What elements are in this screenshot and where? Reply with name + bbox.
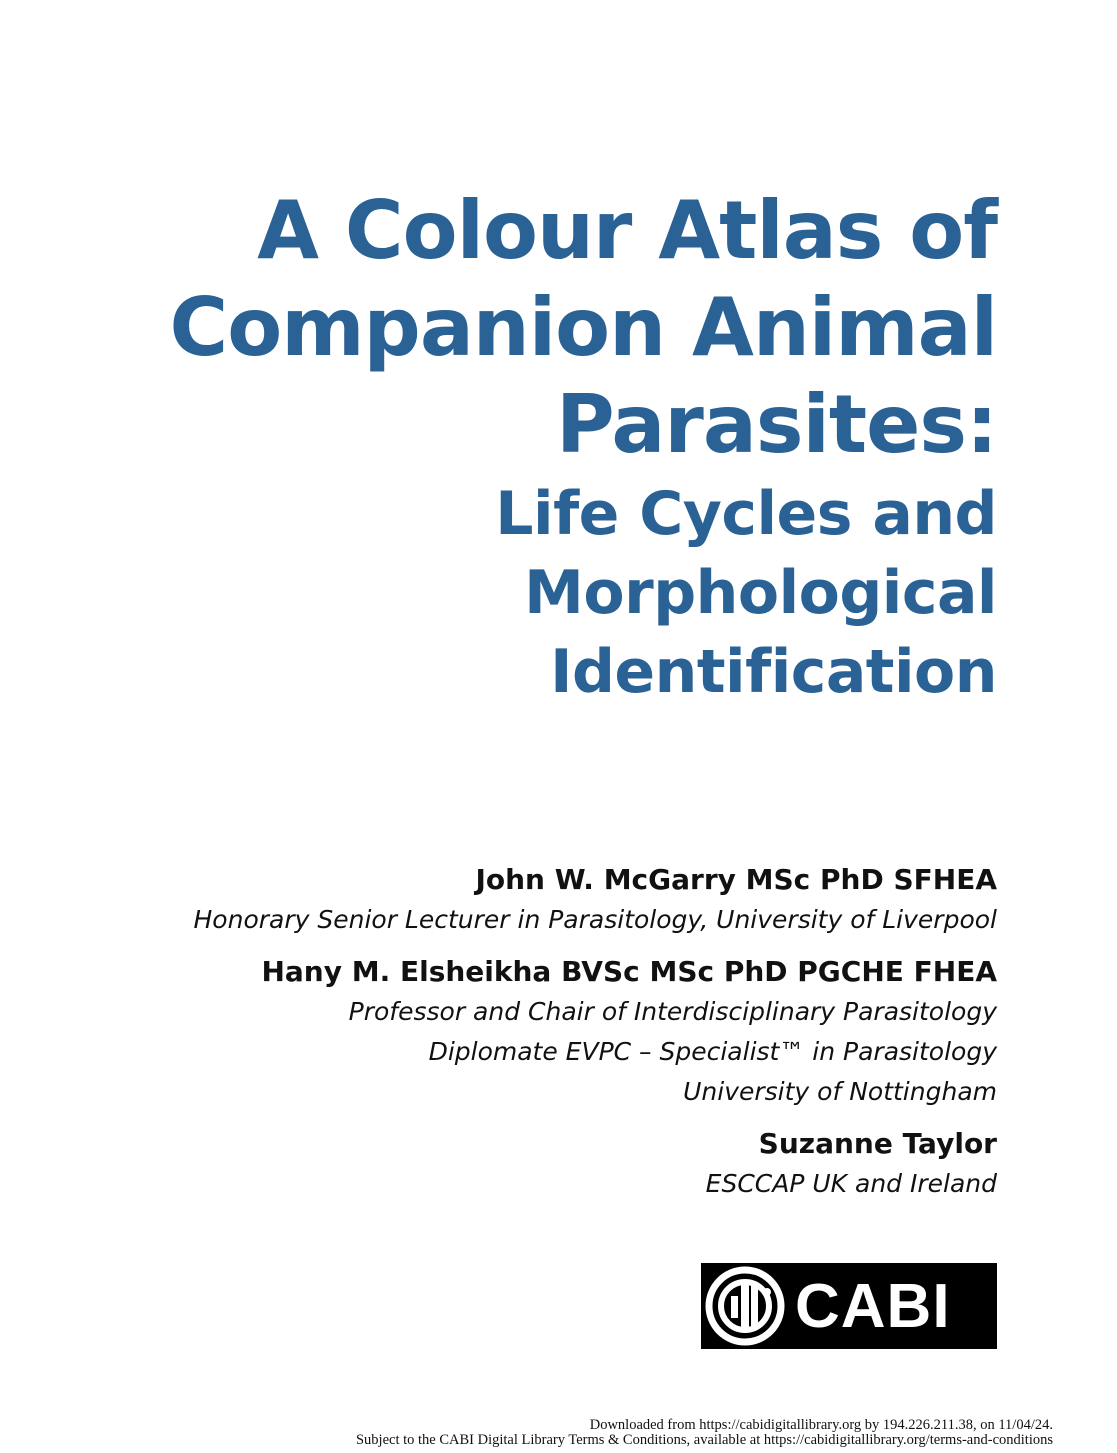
title-block: [97, 182, 997, 712]
book-title-line: A Colour Atlas of: [257, 184, 997, 277]
book-subtitle-line: Identification: [550, 637, 997, 707]
book-subtitle: [97, 475, 997, 712]
affiliation-line: University of Nottingham: [683, 1077, 997, 1106]
terms-notice-line: Subject to the CABI Digital Library Terms & Conditions, available at https://cabidigitallibrary.org/terms-and-conditions: [355, 1432, 1053, 1448]
affiliation-line: Diplomate EVPC – Specialist™ in Parasitology: [428, 1037, 997, 1066]
affiliation-line: Honorary Senior Lecturer in Parasitology, University of Liverpool: [193, 905, 997, 934]
cabi-logo-icon: [705, 1266, 785, 1346]
book-title-line: Parasites:: [555, 378, 997, 471]
book-subtitle-line: Morphological: [524, 558, 997, 628]
download-notice: [356, 1418, 1053, 1448]
download-notice-line: Downloaded from https://cabidigitallibrary.org by 194.226.211.38, on 11/04/24.: [589, 1417, 1053, 1433]
author-entry: [0, 952, 997, 1112]
author-affiliation: [0, 900, 997, 940]
author-name: John W. McGarry MSc PhD SFHEA: [475, 863, 997, 896]
author-entry: [0, 1124, 997, 1204]
author-list: [0, 860, 997, 1216]
author-name: Hany M. Elsheikha BVSc MSc PhD PGCHE FHEA: [261, 955, 997, 988]
book-subtitle-line: Life Cycles and: [495, 479, 997, 549]
book-title-line: Companion Animal: [169, 281, 997, 374]
author-name: Suzanne Taylor: [758, 1127, 997, 1160]
book-title: [97, 182, 997, 473]
author-affiliation: [0, 992, 997, 1112]
affiliation-line: Professor and Chair of Interdisciplinary Parasitology: [348, 997, 997, 1026]
author-affiliation: [0, 1164, 997, 1204]
affiliation-line: ESCCAP UK and Ireland: [705, 1169, 997, 1198]
publisher-logo: [701, 1263, 997, 1349]
author-entry: [0, 860, 997, 940]
logo-text: CABI: [795, 1271, 951, 1341]
